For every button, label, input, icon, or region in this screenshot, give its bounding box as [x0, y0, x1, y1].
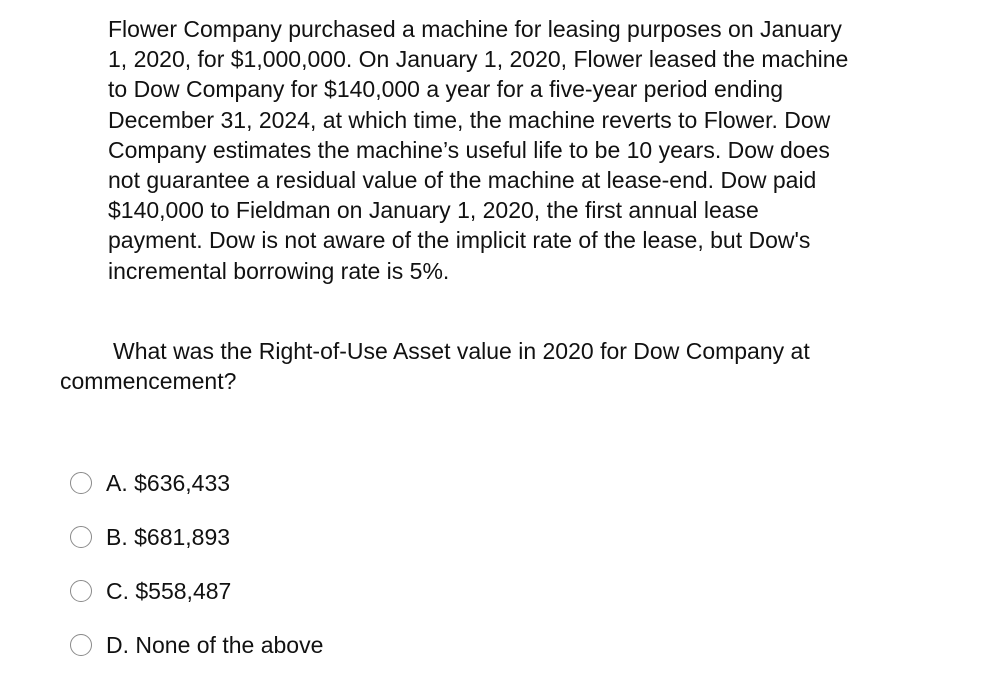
answer-option-label: C. $558,487 — [106, 578, 232, 604]
problem-statement-line: payment. Dow is not aware of the implicit rate of the lease, but Dow's — [108, 227, 811, 254]
problem-statement-line: December 31, 2024, at which time, the machine reverts to Flower. Dow — [108, 106, 831, 133]
question-line: commencement? — [60, 368, 237, 394]
problem-statement-line: Flower Company purchased a machine for leasing purposes on January — [108, 16, 842, 42]
question-prompt — [60, 336, 960, 396]
answer-option-d[interactable] — [70, 618, 323, 672]
radio-button-b[interactable] — [70, 526, 92, 548]
question-line: What was the Right-of-Use Asset value in 2020 for Dow Company at — [113, 338, 810, 364]
radio-button-d[interactable] — [70, 634, 92, 656]
problem-statement-line: not guarantee a residual value of the machine at lease-end. Dow paid — [108, 167, 817, 194]
problem-statement — [108, 14, 968, 286]
problem-statement-line: 1, 2020, for $1,000,000. On January 1, 2020, Flower leased the machine — [108, 46, 849, 73]
answer-option-c[interactable] — [70, 564, 323, 618]
answer-options — [70, 456, 323, 672]
radio-button-a[interactable] — [70, 472, 92, 494]
problem-statement-line: Company estimates the machine’s useful life to be 10 years. Dow does — [108, 136, 830, 163]
problem-statement-line: $140,000 to Fieldman on January 1, 2020, the first annual lease — [108, 197, 759, 224]
answer-option-label: A. $636,433 — [106, 470, 231, 496]
answer-option-b[interactable] — [70, 510, 323, 564]
radio-button-c[interactable] — [70, 580, 92, 602]
answer-option-a[interactable] — [70, 456, 323, 510]
problem-statement-line: incremental borrowing rate is 5%. — [108, 257, 450, 284]
answer-option-label: B. $681,893 — [106, 524, 231, 550]
problem-statement-line: to Dow Company for $140,000 a year for a five-year period ending — [108, 76, 784, 103]
answer-option-label: D. None of the above — [106, 632, 324, 658]
